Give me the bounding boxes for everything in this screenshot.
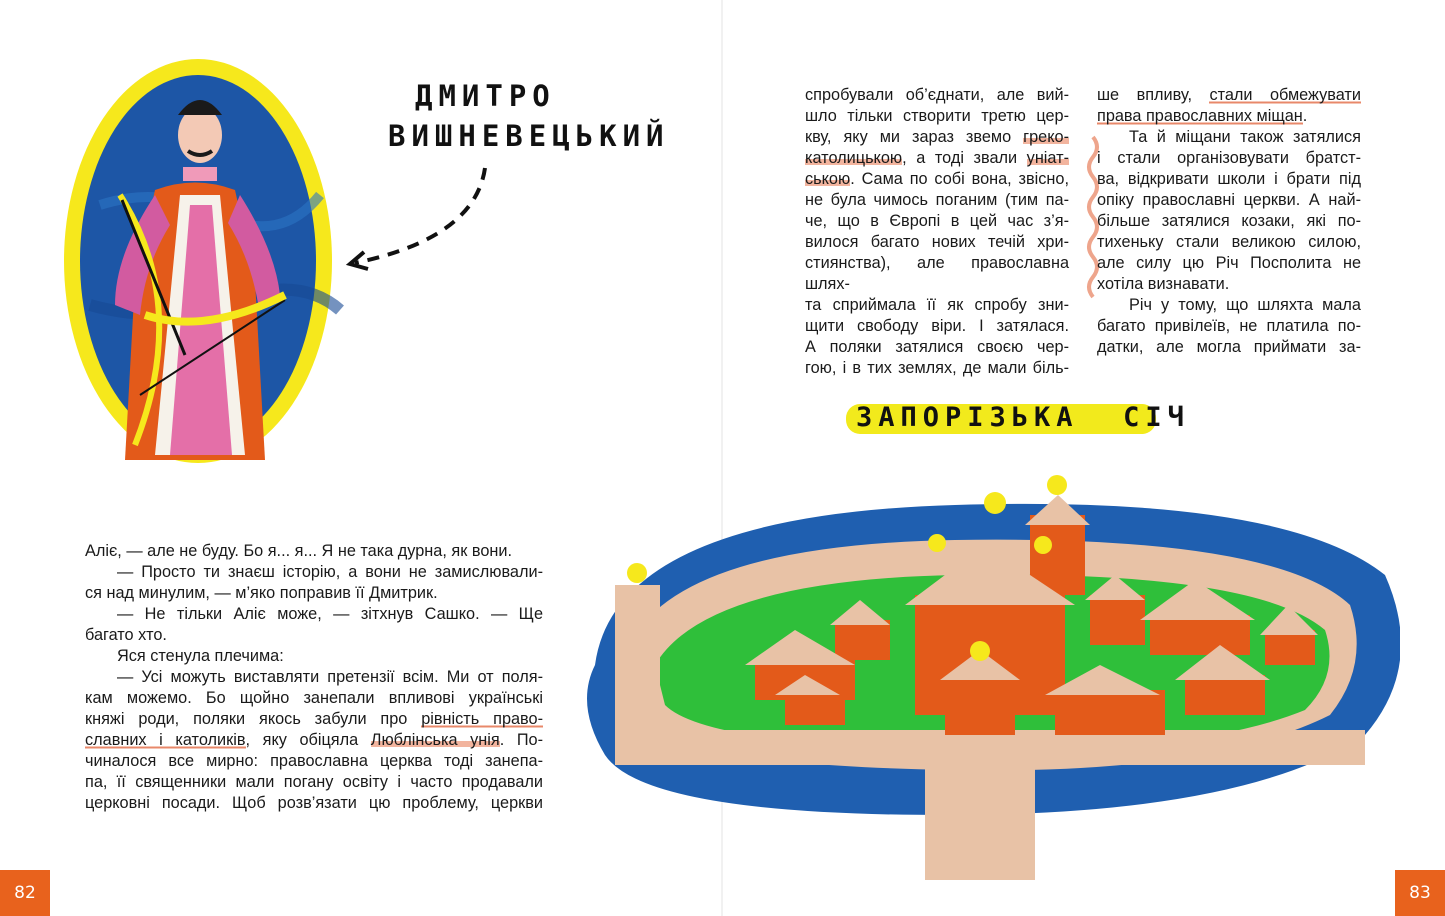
highlighted-phrase: католицькою <box>805 149 903 167</box>
text-line: Та й міщани також затялися <box>1129 128 1361 146</box>
text-line: — Не тільки Аліє може, — зітхнув Сашко. — Ще <box>117 605 543 623</box>
text-line: Аліє, — але не буду. Бо я... я... Я не така дурна, як вони. <box>85 542 512 560</box>
underlined-phrase: рівність право- <box>421 710 543 728</box>
text-line: вилося багато нових течій хри- <box>805 233 1069 251</box>
text-line: більше затялися козаки, які по- <box>1097 212 1361 230</box>
text-line: хотіла визнавати. <box>1097 275 1230 293</box>
text-line: ся над минулим, — м’яко поправив її Дмитрик. <box>85 584 438 602</box>
illustration-title: ЗАПОРІЗЬКА СІЧ <box>856 402 1190 433</box>
text-line: церковні посади. Щоб розв’язати цю проблему, церкви <box>85 794 543 812</box>
text-line: стиянства), але православна шлях- <box>805 254 1069 293</box>
text-line: багато привілеїв, не платила по- <box>1097 317 1361 335</box>
text-line: — Усі можуть виставляти претензії всім. Ми от поля- <box>117 668 543 686</box>
text-line: че, що в Європі в цей час з’я- <box>805 212 1069 230</box>
text-span: . Сама по собі вона, звісно, <box>850 170 1069 188</box>
highlight-line <box>805 169 1069 190</box>
text-span: . По- <box>499 731 543 749</box>
text-span: ше впливу, <box>1097 86 1210 104</box>
text-span: , а тоді звали <box>902 149 1027 167</box>
text-line: — Просто ти знаєш історію, а вони не замислювали- <box>117 563 543 581</box>
text-span: , яку обіцяла <box>245 731 371 749</box>
zaporizhian-sich-illustration <box>585 455 1400 885</box>
underlined-phrase: славних і католиків <box>85 731 246 749</box>
text-line: А поляки затялися своєю чер- <box>805 338 1069 356</box>
text-line: і стали організовувати братст- <box>1097 149 1361 167</box>
highlight-line <box>1097 106 1361 127</box>
right-column-2 <box>1097 85 1361 358</box>
text-line: тихеньку стали великою силою, <box>1097 233 1361 251</box>
highlight-line <box>805 127 1069 148</box>
text-line: чиналося все мирно: православна церква тоді занепа- <box>85 752 543 770</box>
text-line: датки, але могла приймати за- <box>1097 338 1361 356</box>
text-line: кам можемо. Бо щойно занепали впливові українські <box>85 689 543 707</box>
right-column-1 <box>805 85 1069 379</box>
portrait-caption-line1: ДМИТРО <box>415 79 556 113</box>
highlighted-phrase: уніат- <box>1026 149 1069 167</box>
text-line: ва, відкривати школи і брати під <box>1097 170 1361 188</box>
text-line: Яся стенула плечима: <box>117 647 284 665</box>
text-line: але силу цю Річ Посполита не <box>1097 254 1361 272</box>
underlined-phrase: стали обмежувати <box>1209 86 1361 104</box>
text-line: щити свободу віри. І затялася. <box>805 317 1069 335</box>
left-body-text <box>85 541 543 814</box>
highlight-line <box>1097 85 1361 106</box>
portrait-caption-line2: ВИШНЕВЕЦЬКИЙ <box>388 119 670 153</box>
text-line: спробували об’єднати, але вий- <box>805 86 1069 104</box>
highlight-line <box>805 148 1069 169</box>
text-line: шло тільки створити третю цер- <box>805 107 1069 125</box>
text-line: не була чимось поганим (тим па- <box>805 191 1069 209</box>
highlight-line <box>85 730 543 751</box>
text-line: багато хто. <box>85 626 167 644</box>
text-line: Річ у тому, що шляхта мала <box>1129 296 1361 314</box>
underlined-phrase: права православних міщан <box>1097 107 1303 125</box>
highlighted-phrase: ською <box>805 170 851 188</box>
text-line: та сприймала її як спробу зни- <box>805 296 1069 314</box>
text-span: кву, яку ми зараз звемо <box>805 128 1024 146</box>
page-number-left: 82 <box>0 870 50 916</box>
dashed-arrow-icon <box>340 160 500 275</box>
portrait-illustration <box>60 55 350 470</box>
text-line: па, її священники мали погану освіту і часто продавали <box>85 773 543 791</box>
text-span: княжі роди, поляки якось забули про <box>85 710 422 728</box>
highlighted-phrase: греко- <box>1023 128 1069 146</box>
highlight-line <box>85 709 543 730</box>
text-line: опіку православні церкви. А най- <box>1097 191 1361 209</box>
page-number-right: 83 <box>1395 870 1445 916</box>
text-line: гою, і в тих землях, де мали біль- <box>805 359 1069 377</box>
text-span: . <box>1302 107 1308 125</box>
highlighted-phrase: Люблінська унія <box>370 731 500 749</box>
